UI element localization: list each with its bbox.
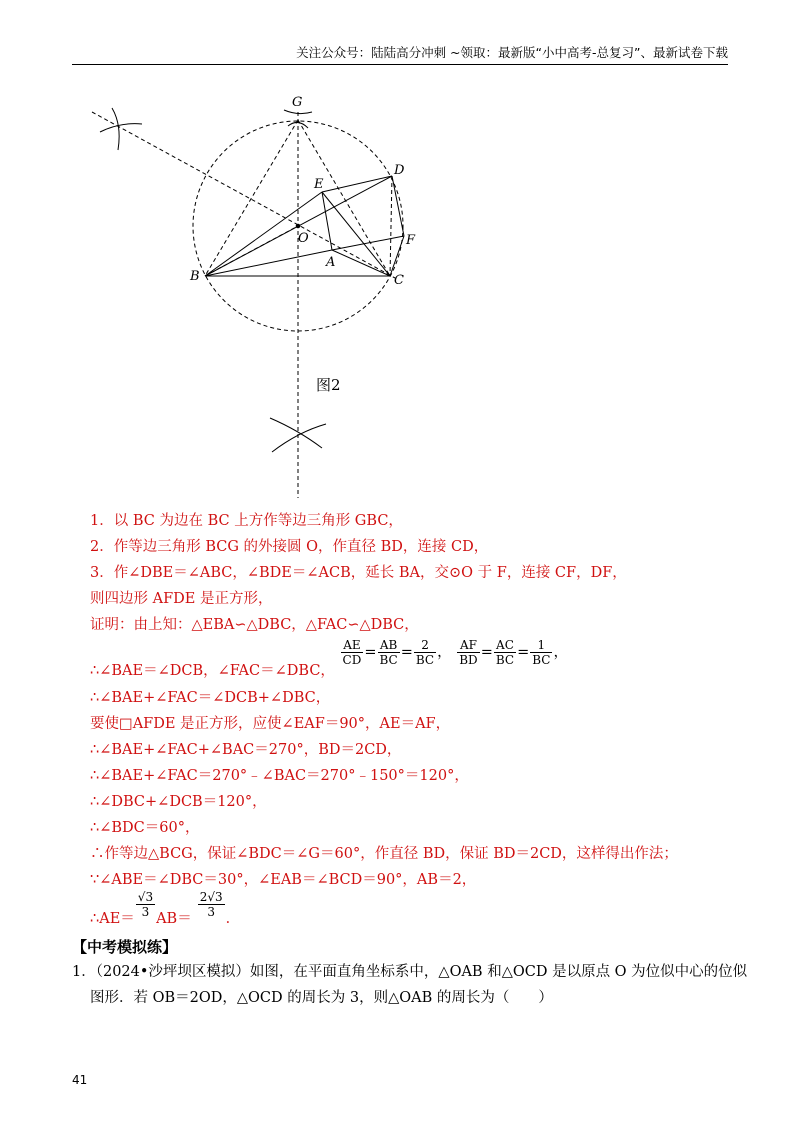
solution-step-2: 2．作等边三角形 BCG 的外接圆 O，作直径 BD，连接 CD， bbox=[90, 539, 489, 555]
side-gc bbox=[298, 120, 390, 276]
proof-line-5: ∴∠BAE+∠FAC+∠BAC＝270°，BD＝2CD， bbox=[90, 742, 402, 758]
arc-top-left-2 bbox=[100, 124, 142, 132]
proof-line-9: ∴作等边△BCG，保证∠BDC＝∠G＝60°，作直径 BD，保证 BD＝2CD，这样得出作法； bbox=[90, 846, 678, 862]
answer-ab-label: AB＝ bbox=[156, 910, 192, 927]
proof-line-11: ∴AE＝ $\frac{√3}{3}$ AB＝ $\frac{2√3}{3}$ ． bbox=[90, 890, 241, 927]
question-line-1: 1．（2024•沙坪坝区模拟）如图，在平面直角坐标系中，△OAB 和△OCD 是以原点 O 为位似中心的位似 bbox=[72, 964, 748, 980]
fraction-ac-bc: $\frac{AC}{BC}$ bbox=[495, 638, 515, 667]
proof-line-6: ∴∠BAE+∠FAC＝270°﹣∠BAC＝270°﹣150°＝120°， bbox=[90, 768, 469, 784]
fraction-1-bc: $\frac{1}{BC}$ bbox=[532, 638, 551, 667]
geometry-figure bbox=[70, 80, 450, 500]
segment-af bbox=[332, 236, 404, 250]
proof-line-2 bbox=[90, 638, 568, 679]
proof-line-1: 证明：由上知：△EBA∽△DBC，△FAC∽△DBC， bbox=[90, 617, 419, 633]
figure-caption: 图2 bbox=[316, 376, 341, 394]
fraction-ab-bc: $\frac{AB}{BC}$ bbox=[379, 638, 398, 667]
proof-line-2-text: ∴∠BAE＝∠DCB，∠FAC＝∠DBC， bbox=[90, 662, 335, 679]
label-c: C bbox=[394, 273, 404, 288]
segment-ba bbox=[205, 250, 332, 276]
proof-line-3: ∴∠BAE+∠FAC＝∠DCB+∠DBC， bbox=[90, 690, 331, 706]
label-f: F bbox=[406, 233, 416, 248]
proof-line-10: ∵∠ABE＝∠DBC＝30°，∠EAB＝∠BCD＝90°，AB＝2， bbox=[90, 872, 477, 888]
arc-top-left bbox=[112, 108, 119, 150]
segment-df bbox=[392, 176, 404, 236]
ratio-group-1: $\frac{AE}{CD}$ = $\frac{AB}{BC}$ = $\frac{2}{BC}$ ， $\frac{AF}{BD}$ = $\frac{AC}{BC}$ = $\frac{1}{BC}$ ， bbox=[342, 638, 568, 667]
page-number: 41 bbox=[72, 1073, 88, 1087]
proof-line-4: 要使□AFDE 是正方形，应使∠EAF＝90°，AE＝AF， bbox=[90, 716, 451, 732]
label-a: A bbox=[326, 255, 336, 270]
side-gb bbox=[205, 120, 298, 276]
fraction-ae-cd: $\frac{AE}{CD}$ bbox=[342, 638, 362, 667]
answer-ae-fraction: $\frac{√3}{3}$ bbox=[137, 890, 154, 919]
answer-ab-fraction: $\frac{2√3}{3}$ bbox=[199, 890, 223, 919]
proof-line-7: ∴∠DBC+∠DCB＝120°， bbox=[90, 794, 267, 810]
solution-step-3: 3．作∠DBE＝∠ABC，∠BDE＝∠ACB，延长 BA，交⊙O 于 F，连接 CF，DF， bbox=[90, 565, 627, 581]
solution-step-1: 1．以 BC 为边在 BC 上方作等边三角形 GBC， bbox=[90, 513, 403, 529]
fraction-2-bc: $\frac{2}{BC}$ bbox=[415, 638, 435, 667]
segment-dc bbox=[390, 176, 392, 276]
proof-line-8: ∴∠BDC＝60°， bbox=[90, 820, 200, 836]
arc-bottom-2 bbox=[272, 424, 326, 452]
label-o: O bbox=[298, 231, 309, 246]
label-e: E bbox=[314, 177, 324, 192]
solution-step-4: 则四边形 AFDE 是正方形， bbox=[90, 591, 273, 607]
question-line-2: 图形．若 OB＝2OD，△OCD 的周长为 3，则△OAB 的周长为（ ） bbox=[90, 990, 553, 1006]
label-g: G bbox=[292, 95, 303, 110]
arc-bottom-1 bbox=[270, 418, 322, 448]
segment-ac bbox=[332, 250, 390, 276]
answer-ae-label: ∴AE＝ bbox=[90, 910, 135, 927]
fraction-af-bd: $\frac{AF}{BD}$ bbox=[459, 638, 478, 667]
arc-top-g-1 bbox=[284, 110, 312, 114]
label-b: B bbox=[190, 269, 200, 284]
bisector-line bbox=[92, 112, 395, 278]
page-header: 关注公众号：陆陆高分冲刺 ~领取：最新版“小中高考-总复习”、最新试卷下载 bbox=[72, 44, 728, 65]
label-d: D bbox=[394, 163, 405, 178]
point-o bbox=[296, 224, 300, 228]
section-title: 【中考模拟练】 bbox=[72, 938, 178, 956]
segment-ed bbox=[322, 176, 392, 192]
segment-fc bbox=[390, 236, 404, 276]
